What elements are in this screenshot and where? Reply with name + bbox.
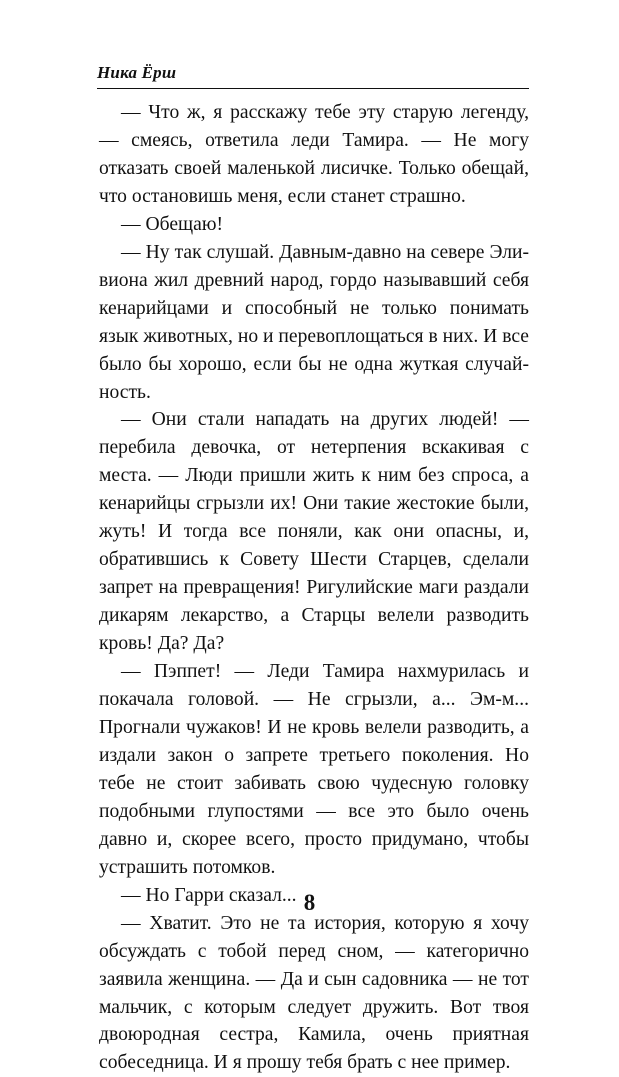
- paragraph: — Что ж, я расскажу тебе эту старую легенду, — смеясь, ответила леди Тамира. — Не могу отказать своей маленькой лисичке. Только обещай, что остановишь меня, если станет страшно.: [99, 102, 529, 207]
- paragraph: — Обещаю!: [121, 213, 223, 235]
- paragraph: — Ну так слушай. Давным-давно на севере Эливиона жил древний народ, гордо называвший себя кенарийцами и способный не только понимать язык животных, но и перевоплощаться в них. И все было бы хорошо, если бы не одна жуткая случайность.: [99, 241, 529, 403]
- paragraph: — Но Гарри сказал...: [121, 884, 297, 906]
- paragraph: — Хватит. Это не та история, которую я хочу обсуждать с тобой перед сном, — категорично заявила женщина. — Да и сын садовника — не тот мальчик, с которым следует дружить. Вот твоя двоюродная сестра, Камила, очень приятная собеседница. И я прошу тебя брать с нее пример.: [99, 912, 529, 1074]
- paragraph: — Пэппет! — Леди Тамира нахмурилась и покачала головой. — Не сгрызли, а... Эм-м... Прогнали чужаков! И не кровь велели разводить, а издали закон о запрете третьего поколения. Но тебе не стоит забивать свою чудесную головку подобными глупостями — все это было очень давно и, скорее всего, просто придумано, чтобы устрашить потомков.: [99, 661, 529, 878]
- running-head-author: Ника Ёрш: [97, 63, 177, 82]
- paragraph: — Они стали нападать на других людей! — перебила девочка, от нетерпения вскакивая с места. — Люди пришли жить к ним без спроса, а кенарийцы сгрызли их! Они такие жестокие были, жуть! И тогда все поняли, как они опасны, и, обратившись к Совету Шести Старцев, сделали запрет на превращения! Ригулийские маги раздали дикарям лекарство, а Старцы велели разводить кровь! Да? Да?: [99, 409, 529, 655]
- page-number: 8: [303, 890, 316, 915]
- header-rule: [97, 88, 529, 89]
- body-text: [99, 99, 529, 1077]
